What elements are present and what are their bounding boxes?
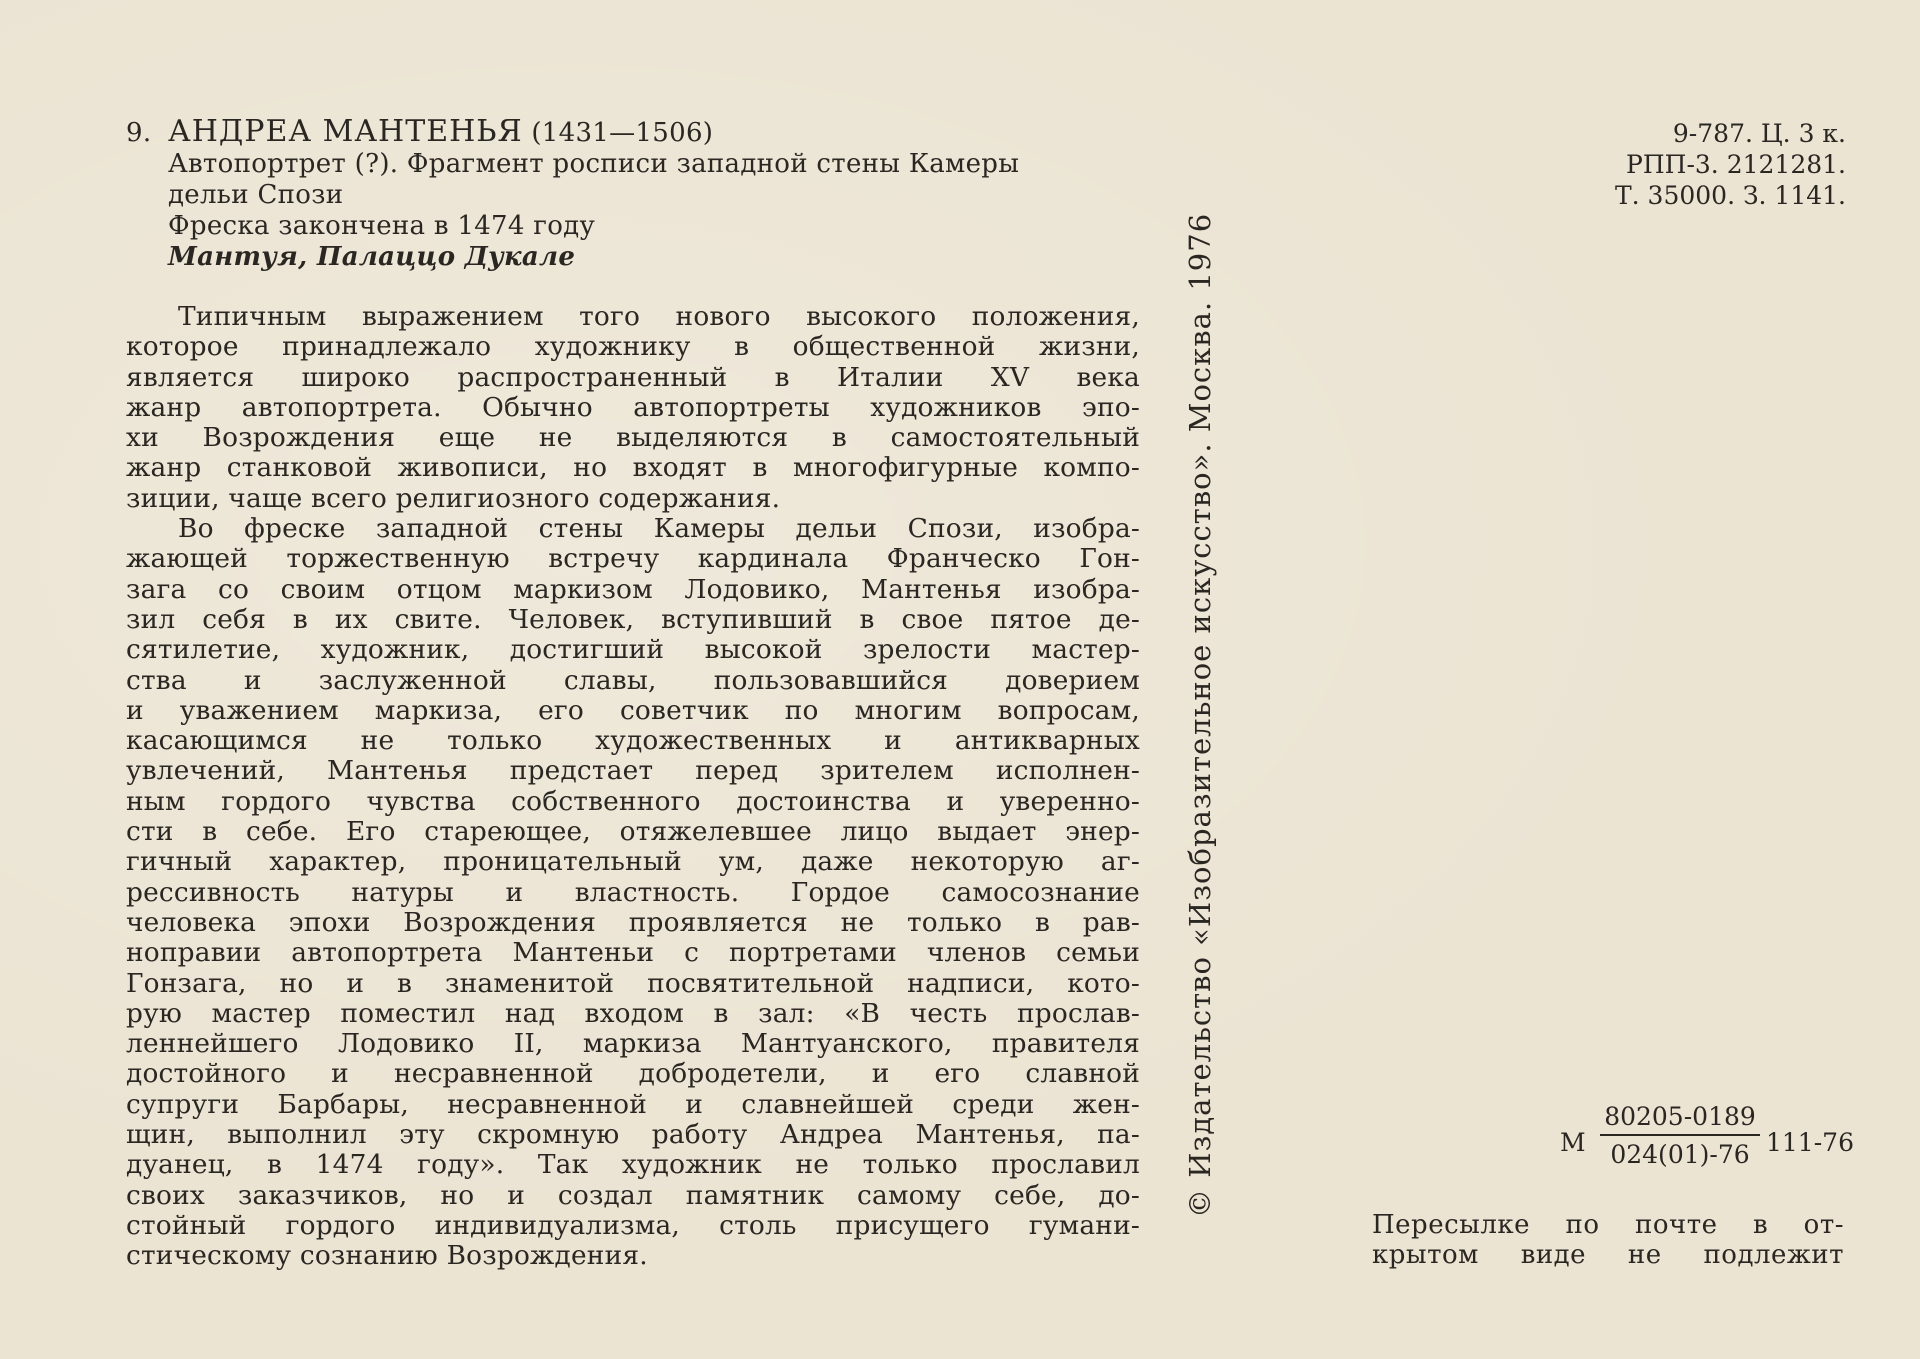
- text-line: ным гордого чувства собственного достоинства и уверенно-: [126, 786, 1140, 817]
- text-line: зил себя в их свите. Человек, вступивший в свое пятое де-: [126, 604, 1140, 635]
- catalog-index: [1560, 1098, 1860, 1188]
- text-line: леннейшего Лодовико II, маркиза Мантуанского, правителя: [126, 1029, 1140, 1060]
- text-line: жанр станковой живописи, но входят в многофигурные компо-: [126, 453, 1140, 484]
- text-line: Гонзага, но и в знаменитой посвятительной надписи, кото-: [126, 968, 1140, 999]
- mail-notice: [1372, 1210, 1844, 1270]
- publisher-imprint: [1165, 212, 1235, 1218]
- description-text: [126, 302, 1140, 1272]
- text-line: супруги Барбары, несравненной и славнейшей среди жен-: [126, 1089, 1140, 1120]
- text-line: дуанец, в 1474 году». Так художник не только прославил: [126, 1150, 1140, 1181]
- text-line: достойного и несравненной добродетели, и его славной: [126, 1059, 1140, 1090]
- text-line: ноправии автопортрета Мантеньи с портретами членов семьи: [126, 938, 1140, 969]
- text-line: своих заказчиков, но и создал памятник самому себе, до-: [126, 1180, 1140, 1211]
- publication-codes: [1615, 118, 1846, 211]
- text-line: человека эпохи Возрождения проявляется не только в рав-: [126, 907, 1140, 938]
- artwork-caption: [126, 116, 1146, 273]
- artist-name: АНДРЕА МАНТЕНЬЯ: [168, 114, 523, 149]
- text-line: касающимся не только художественных и антикварных: [126, 726, 1140, 757]
- text-line: рую мастер поместил над входом в зал: «В честь прослав-: [126, 998, 1140, 1029]
- catalog-numerator: 80205-0189: [1604, 1102, 1756, 1131]
- text-line: щин, выполнил эту скромную работу Андреа Мантенья, па-: [126, 1120, 1140, 1151]
- mail-notice-line: крытом виде не подлежит: [1372, 1240, 1844, 1270]
- artist-dates: (1431—1506): [531, 118, 714, 148]
- text-line: ства и заслуженной славы, пользовавшийся доверием: [126, 665, 1140, 696]
- text-line: Типичным выражением того нового высокого положения,: [178, 302, 1140, 332]
- publisher-imprint-text: © Издательство «Изобразительное искусство». Москва. 1976: [1183, 212, 1217, 1218]
- card-number: 9.: [126, 118, 152, 148]
- text-line: рессивность натуры и властность. Гордое самосознание: [126, 877, 1140, 908]
- mail-notice-line: Пересылке по почте в от-: [1372, 1210, 1844, 1240]
- text-line: стойный гордого индивидуализма, столь присущего гумани-: [126, 1210, 1140, 1241]
- text-line: зиции, чаще всего религиозного содержания.: [126, 483, 781, 514]
- text-line: сти в себе. Его стареющее, отяжелевшее лицо выдает энер-: [126, 817, 1140, 848]
- text-line: Во фреске западной стены Камеры дельи Спози, изобра-: [178, 514, 1140, 545]
- text-line: сятилетие, художник, достигший высокой зрелости мастер-: [126, 635, 1140, 666]
- text-line: жанр автопортрета. Обычно автопортреты художников эпо-: [126, 392, 1140, 423]
- text-line: жающей торжественную встречу кардинала Франческо Гон-: [126, 544, 1140, 575]
- catalog-fraction: [1600, 1102, 1760, 1170]
- price-code: 9-787. Ц. 3 к.: [1672, 119, 1846, 148]
- text-line: которое принадлежало художнику в общественной жизни,: [126, 332, 1140, 363]
- catalog-denominator: 024(01)-76: [1610, 1140, 1750, 1169]
- text-line: гичный характер, проницательный ум, даже некоторую аг-: [126, 847, 1140, 878]
- text-line: зага со своим отцом маркизом Лодовико, Мантенья изобра-: [126, 574, 1140, 605]
- caption-artist-line: [126, 116, 1146, 149]
- fresco-date: Фреска закончена в 1474 году: [168, 211, 596, 241]
- fraction-bar: [1600, 1134, 1760, 1136]
- artwork-title-cont: дельи Спози: [168, 180, 344, 210]
- catalog-suffix: 111-76: [1766, 1128, 1854, 1157]
- order-code: РПП-3. 2121281.: [1626, 150, 1846, 179]
- text-line: и уважением маркиза, его советчик по многим вопросам,: [126, 695, 1140, 726]
- text-line: является широко распространенный в Италии XV века: [126, 362, 1140, 393]
- catalog-prefix: М: [1560, 1128, 1586, 1157]
- print-run-code: Т. 35000. З. 1141.: [1614, 181, 1846, 210]
- artwork-title: Автопортрет (?). Фрагмент росписи западной стены Камеры: [168, 149, 1020, 179]
- text-line: хи Возрождения еще не выделяются в самостоятельный: [126, 423, 1140, 454]
- text-line: стическому сознанию Возрождения.: [126, 1241, 648, 1272]
- text-line: увлечений, Мантенья предстает перед зрителем исполнен-: [126, 756, 1140, 787]
- artwork-location: Мантуя, Палаццо Дукале: [168, 242, 576, 272]
